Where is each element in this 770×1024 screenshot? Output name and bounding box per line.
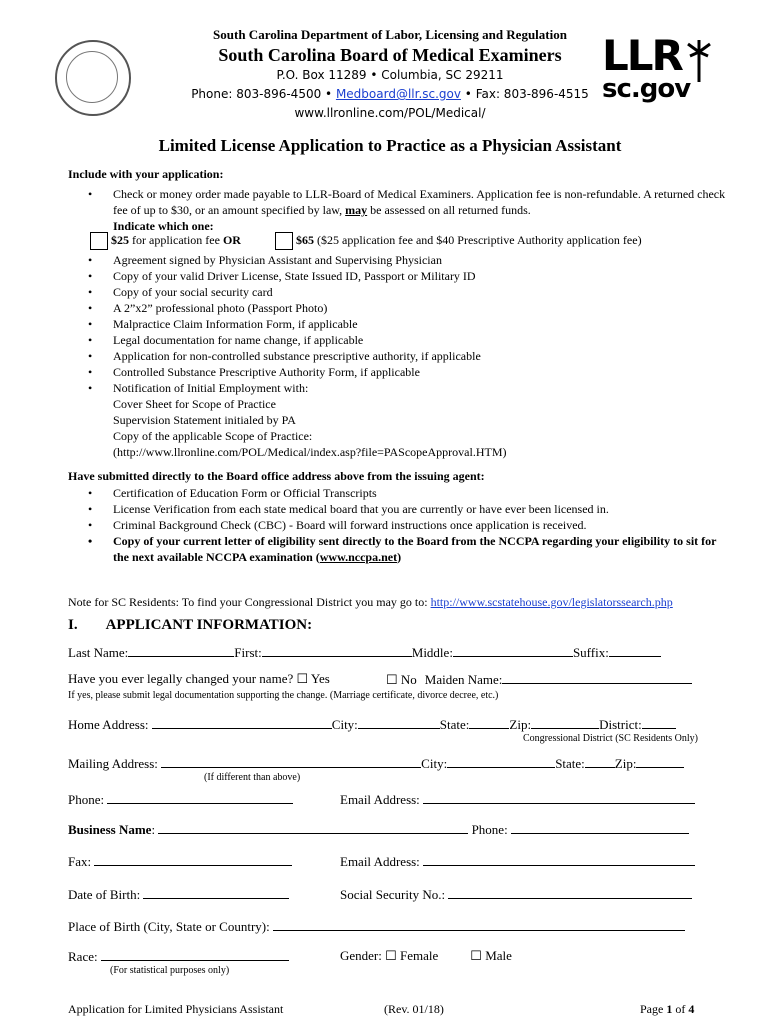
business-phone-field[interactable] <box>511 821 689 834</box>
gender-row <box>340 948 512 964</box>
fax-row: Fax: <box>68 853 292 870</box>
first-name-field[interactable] <box>262 644 412 657</box>
include-heading: Include with your application: <box>68 167 224 181</box>
district-note: Note for SC Residents: To find your Congressional District you may go to: http://www.scstatehouse.gov/legislatorssearch.php <box>68 595 673 609</box>
mailing-address-row: Mailing Address: City: State: Zip: <box>68 755 684 772</box>
list-item: • Legal documentation for name change, if applicable <box>68 332 728 348</box>
gender-male-option[interactable]: ☐ Male <box>470 948 512 963</box>
email-field[interactable] <box>423 791 695 804</box>
fee-option-25: $25 for application fee OR <box>90 232 241 250</box>
birthplace-row: Place of Birth (City, State or Country): <box>68 918 685 935</box>
section-heading: I. APPLICANT INFORMATION: <box>68 617 313 633</box>
phone-row: Phone: <box>68 791 293 808</box>
llr-logo: LLR sc.gov <box>602 36 714 108</box>
mailing-address-field[interactable] <box>161 755 421 768</box>
submitted-heading: Have submitted directly to the Board office address above from the issuing agent: <box>68 469 485 483</box>
statehouse-link[interactable]: http://www.scstatehouse.gov/legislatorssearch.php <box>430 595 673 609</box>
home-zip-field[interactable] <box>531 716 599 729</box>
board-address: P.O. Box 11289 • Columbia, SC 29211 <box>276 68 504 82</box>
race-field[interactable] <box>101 948 289 961</box>
business-name-field[interactable] <box>158 821 468 834</box>
palmetto-icon <box>686 38 712 82</box>
phone-field[interactable] <box>107 791 293 804</box>
suffix-field[interactable] <box>609 644 661 657</box>
page-number: Page 1 of 4 <box>640 1002 695 1016</box>
mailing-note: (If different than above) <box>204 772 301 783</box>
list-item: • Application for non-controlled substance prescriptive authority, if applicable <box>68 348 728 364</box>
race-row: Race: <box>68 948 289 965</box>
list-item: • Malpractice Claim Information Form, if applicable <box>68 316 728 332</box>
list-item: • Check or money order made payable to LLR-Board of Medical Examiners. Application fee is non-refundable. A returned check fee of up to $30, or an amount specified by law, may be assessed on all returned funds. Indicate which one: <box>68 186 728 234</box>
email-row-2: Email Address: <box>340 853 695 870</box>
home-address-row: Home Address: City: State: Zip: District: <box>68 716 676 733</box>
list-item: • Agreement signed by Physician Assistant and Supervising Physician <box>68 252 728 268</box>
business-row: Business Name: Phone: <box>68 821 689 838</box>
last-name-field[interactable] <box>128 644 234 657</box>
home-address-field[interactable] <box>152 716 332 729</box>
nccpa-link[interactable]: www.nccpa.net <box>319 550 398 564</box>
list-item: • Copy of your valid Driver License, State Issued ID, Passport or Military ID <box>68 268 728 284</box>
footer-revision: (Rev. 01/18) <box>384 1002 444 1016</box>
department-name: South Carolina Department of Labor, Licensing and Regulation <box>213 27 567 42</box>
website-link[interactable]: www.llronline.com/POL/Medical/ <box>294 106 486 120</box>
home-city-field[interactable] <box>358 716 440 729</box>
race-note: (For statistical purposes only) <box>110 965 230 976</box>
list-item: • Controlled Substance Prescriptive Authority Form, if applicable <box>68 364 728 380</box>
gender-female-option[interactable]: Gender: ☐ Female <box>340 948 439 963</box>
mailing-state-field[interactable] <box>585 755 615 768</box>
list-item: • Copy of your current letter of eligibility sent directly to the Board from the NCCPA regarding your eligibility to sit for the next available NCCPA examination (www.nccpa.net) <box>68 533 728 565</box>
mailing-city-field[interactable] <box>447 755 555 768</box>
board-name: South Carolina Board of Medical Examiners <box>218 45 562 65</box>
dob-row: Date of Birth: <box>68 886 289 903</box>
maiden-name-field[interactable] <box>502 671 692 684</box>
ssn-field[interactable] <box>448 886 692 899</box>
fax-field[interactable] <box>94 853 292 866</box>
birthplace-field[interactable] <box>273 918 685 931</box>
list-item: • Certification of Education Form or Official Transcripts <box>68 485 728 501</box>
list-item: • Notification of Initial Employment with: Cover Sheet for Scope of Practice Supervision Statement initialed by PA Copy of the applicable Scope of Practice: (http://www.llronline.com/POL/Medical/index.asp?file=PAScopeApproval.HTM) <box>68 380 728 460</box>
list-item: • Copy of your social security card <box>68 284 728 300</box>
home-state-field[interactable] <box>469 716 509 729</box>
fee-25-checkbox[interactable] <box>90 232 108 250</box>
fee-option-65: $65 ($25 application fee and $40 Prescriptive Authority application fee) <box>275 232 642 250</box>
list-item: • Criminal Background Check (CBC) - Board will forward instructions once application is received. <box>68 517 728 533</box>
name-change-row: Have you ever legally changed your name? ☐ Yes <box>68 671 330 686</box>
name-change-no: ☐ No Maiden Name: <box>386 671 692 688</box>
middle-name-field[interactable] <box>453 644 573 657</box>
list-item: • License Verification from each state medical board that you are currently or have ever been licensed in. <box>68 501 728 517</box>
dob-field[interactable] <box>143 886 289 899</box>
name-row: Last Name: First: Middle: Suffix: <box>68 644 661 661</box>
name-change-note: If yes, please submit legal documentation supporting the change. (Marriage certificate, divorce decree, etc.) <box>68 690 499 701</box>
contact-line: Phone: 803-896-4500 • Medboard@llr.sc.gov • Fax: 803-896-4515 <box>191 87 589 101</box>
list-item: • A 2”x2” professional photo (Passport Photo) <box>68 300 728 316</box>
footer-left: Application for Limited Physicians Assistant <box>68 1002 284 1016</box>
mailing-zip-field[interactable] <box>636 755 684 768</box>
state-seal <box>55 40 131 116</box>
district-field[interactable] <box>642 716 676 729</box>
ssn-row: Social Security No.: <box>340 886 692 903</box>
form-title: Limited License Application to Practice as a Physician Assistant <box>158 136 622 155</box>
email-row: Email Address: <box>340 791 695 808</box>
district-field-note: Congressional District (SC Residents Only) <box>523 733 698 744</box>
business-email-field[interactable] <box>423 853 695 866</box>
email-link[interactable]: Medboard@llr.sc.gov <box>335 87 461 101</box>
fee-65-checkbox[interactable] <box>275 232 293 250</box>
